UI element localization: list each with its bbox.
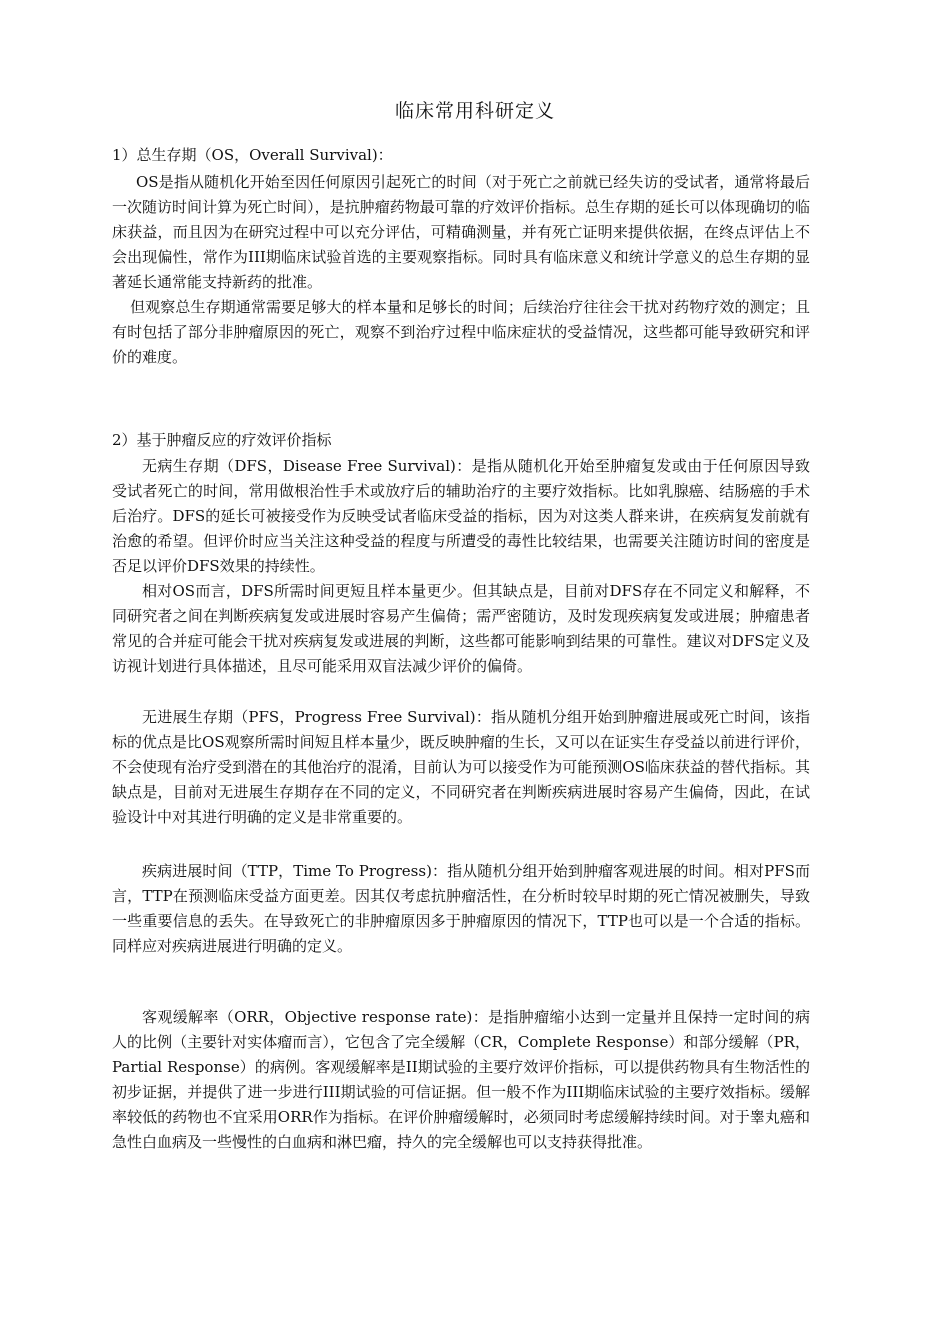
os-paragraph-limitations: 但观察总生存期通常需要足够大的样本量和足够长的时间；后续治疗往往会干扰对药物疗效的测定；且有时包括了部分非肿瘤原因的死亡，观察不到治疗过程中临床症状的受益情况，这些都可能导致研究和评价的难度。 bbox=[112, 298, 810, 366]
section-body-pfs bbox=[112, 705, 810, 830]
dfs-paragraph-limitations: 相对OS而言，DFS所需时间更短且样本量更少。但其缺点是，目前对DFS存在不同定义和解释，不同研究者之间在判断疾病复发或进展时容易产生偏倚；需严密随访，及时发现疾病复发或进展；肿瘤患者常见的合并症可能会干扰对疾病复发或进展的判断，这些都可能影响到结果的可靠性。建议对DFS定义及访视计划进行具体描述，且尽可能采用双盲法减少评价的偏倚。 bbox=[112, 582, 810, 675]
orr-paragraph: 客观缓解率（ORR，Objective response rate)：是指肿瘤缩小达到一定量并且保持一定时间的病人的比例（主要针对实体瘤而言），它包含了完全缓解（CR，Complete Response）和部分缓解（PR，Partial Response）的病例。客观缓解率是II期试验的主要疗效评价指标，可以提供药物具有生物活性的初步证据，并提供了进一步进行III期试验的可信证据。但一般不作为III期临床试验的主要疗效指标。缓解率较低的药物也不宜采用ORR作为指标。在评价肿瘤缓解时，必须同时考虑缓解持续时间。对于睾丸癌和急性白血病及一些慢性的白血病和淋巴瘤，持久的完全缓解也可以支持获得批准。 bbox=[112, 1008, 810, 1151]
section-body-os bbox=[112, 170, 810, 370]
pfs-paragraph: 无进展生存期（PFS，Progress Free Survival)：指从随机分组开始到肿瘤进展或死亡时间，该指标的优点是比OS观察所需时间短且样本量少，既反映肿瘤的生长，又可以在证实生存受益以前进行评价，不会使现有治疗受到潜在的其他治疗的混淆，目前认为可以接受作为可能预测OS临床获益的替代指标。其缺点是，目前对无进展生存期存在不同的定义，不同研究者在判断疾病进展时容易产生偏倚，因此，在试验设计中对其进行明确的定义是非常重要的。 bbox=[112, 708, 810, 826]
dfs-paragraph-definition: 无病生存期（DFS，Disease Free Survival)：是指从随机化开始至肿瘤复发或由于任何原因导致受试者死亡的时间，常用做根治性手术或放疗后的辅助治疗的主要疗效指标。比如乳腺癌、结肠癌的手术后治疗。DFS的延长可被接受作为反映受试者临床受益的指标，因为对这类人群来讲，在疾病复发前就有治愈的希望。但评价时应当关注这种受益的程度与所遭受的毒性比较结果，也需要关注随访时间的密度是否足以评价DFS效果的持续性。 bbox=[112, 457, 810, 575]
section-body-dfs bbox=[112, 454, 810, 679]
document-title: 临床常用科研定义 bbox=[394, 100, 555, 122]
os-paragraph-definition: OS是指从随机化开始至因任何原因引起死亡的时间（对于死亡之前就已经失访的受试者，通常将最后一次随访时间计算为死亡时间），是抗肿瘤药物最可靠的疗效评价指标。总生存期的延长可以体现确切的临床获益，而且因为在研究过程中可以充分评估，可精确测量，并有死亡证明来提供依据，在终点评估上不会出现偏性，常作为III期临床试验首选的主要观察指标。同时具有临床意义和统计学意义的总生存期的显著延长通常能支持新药的批准。 bbox=[112, 173, 810, 291]
section-heading-tumor-response: 2）基于肿瘤反应的疗效评价指标 bbox=[112, 431, 332, 449]
section-body-ttp bbox=[112, 859, 810, 959]
section-body-orr bbox=[112, 1005, 810, 1155]
ttp-paragraph: 疾病进展时间（TTP，Time To Progress)：指从随机分组开始到肿瘤客观进展的时间。相对PFS而言，TTP在预测临床受益方面更差。因其仅考虑抗肿瘤活性，在分析时较早时期的死亡情况被删失，导致一些重要信息的丢失。在导致死亡的非肿瘤原因多于肿瘤原因的情况下，TTP也可以是一个合适的指标。同样应对疾病进展进行明确的定义。 bbox=[112, 862, 810, 955]
section-heading-os: 1）总生存期（OS，Overall Survival)： bbox=[112, 146, 393, 164]
